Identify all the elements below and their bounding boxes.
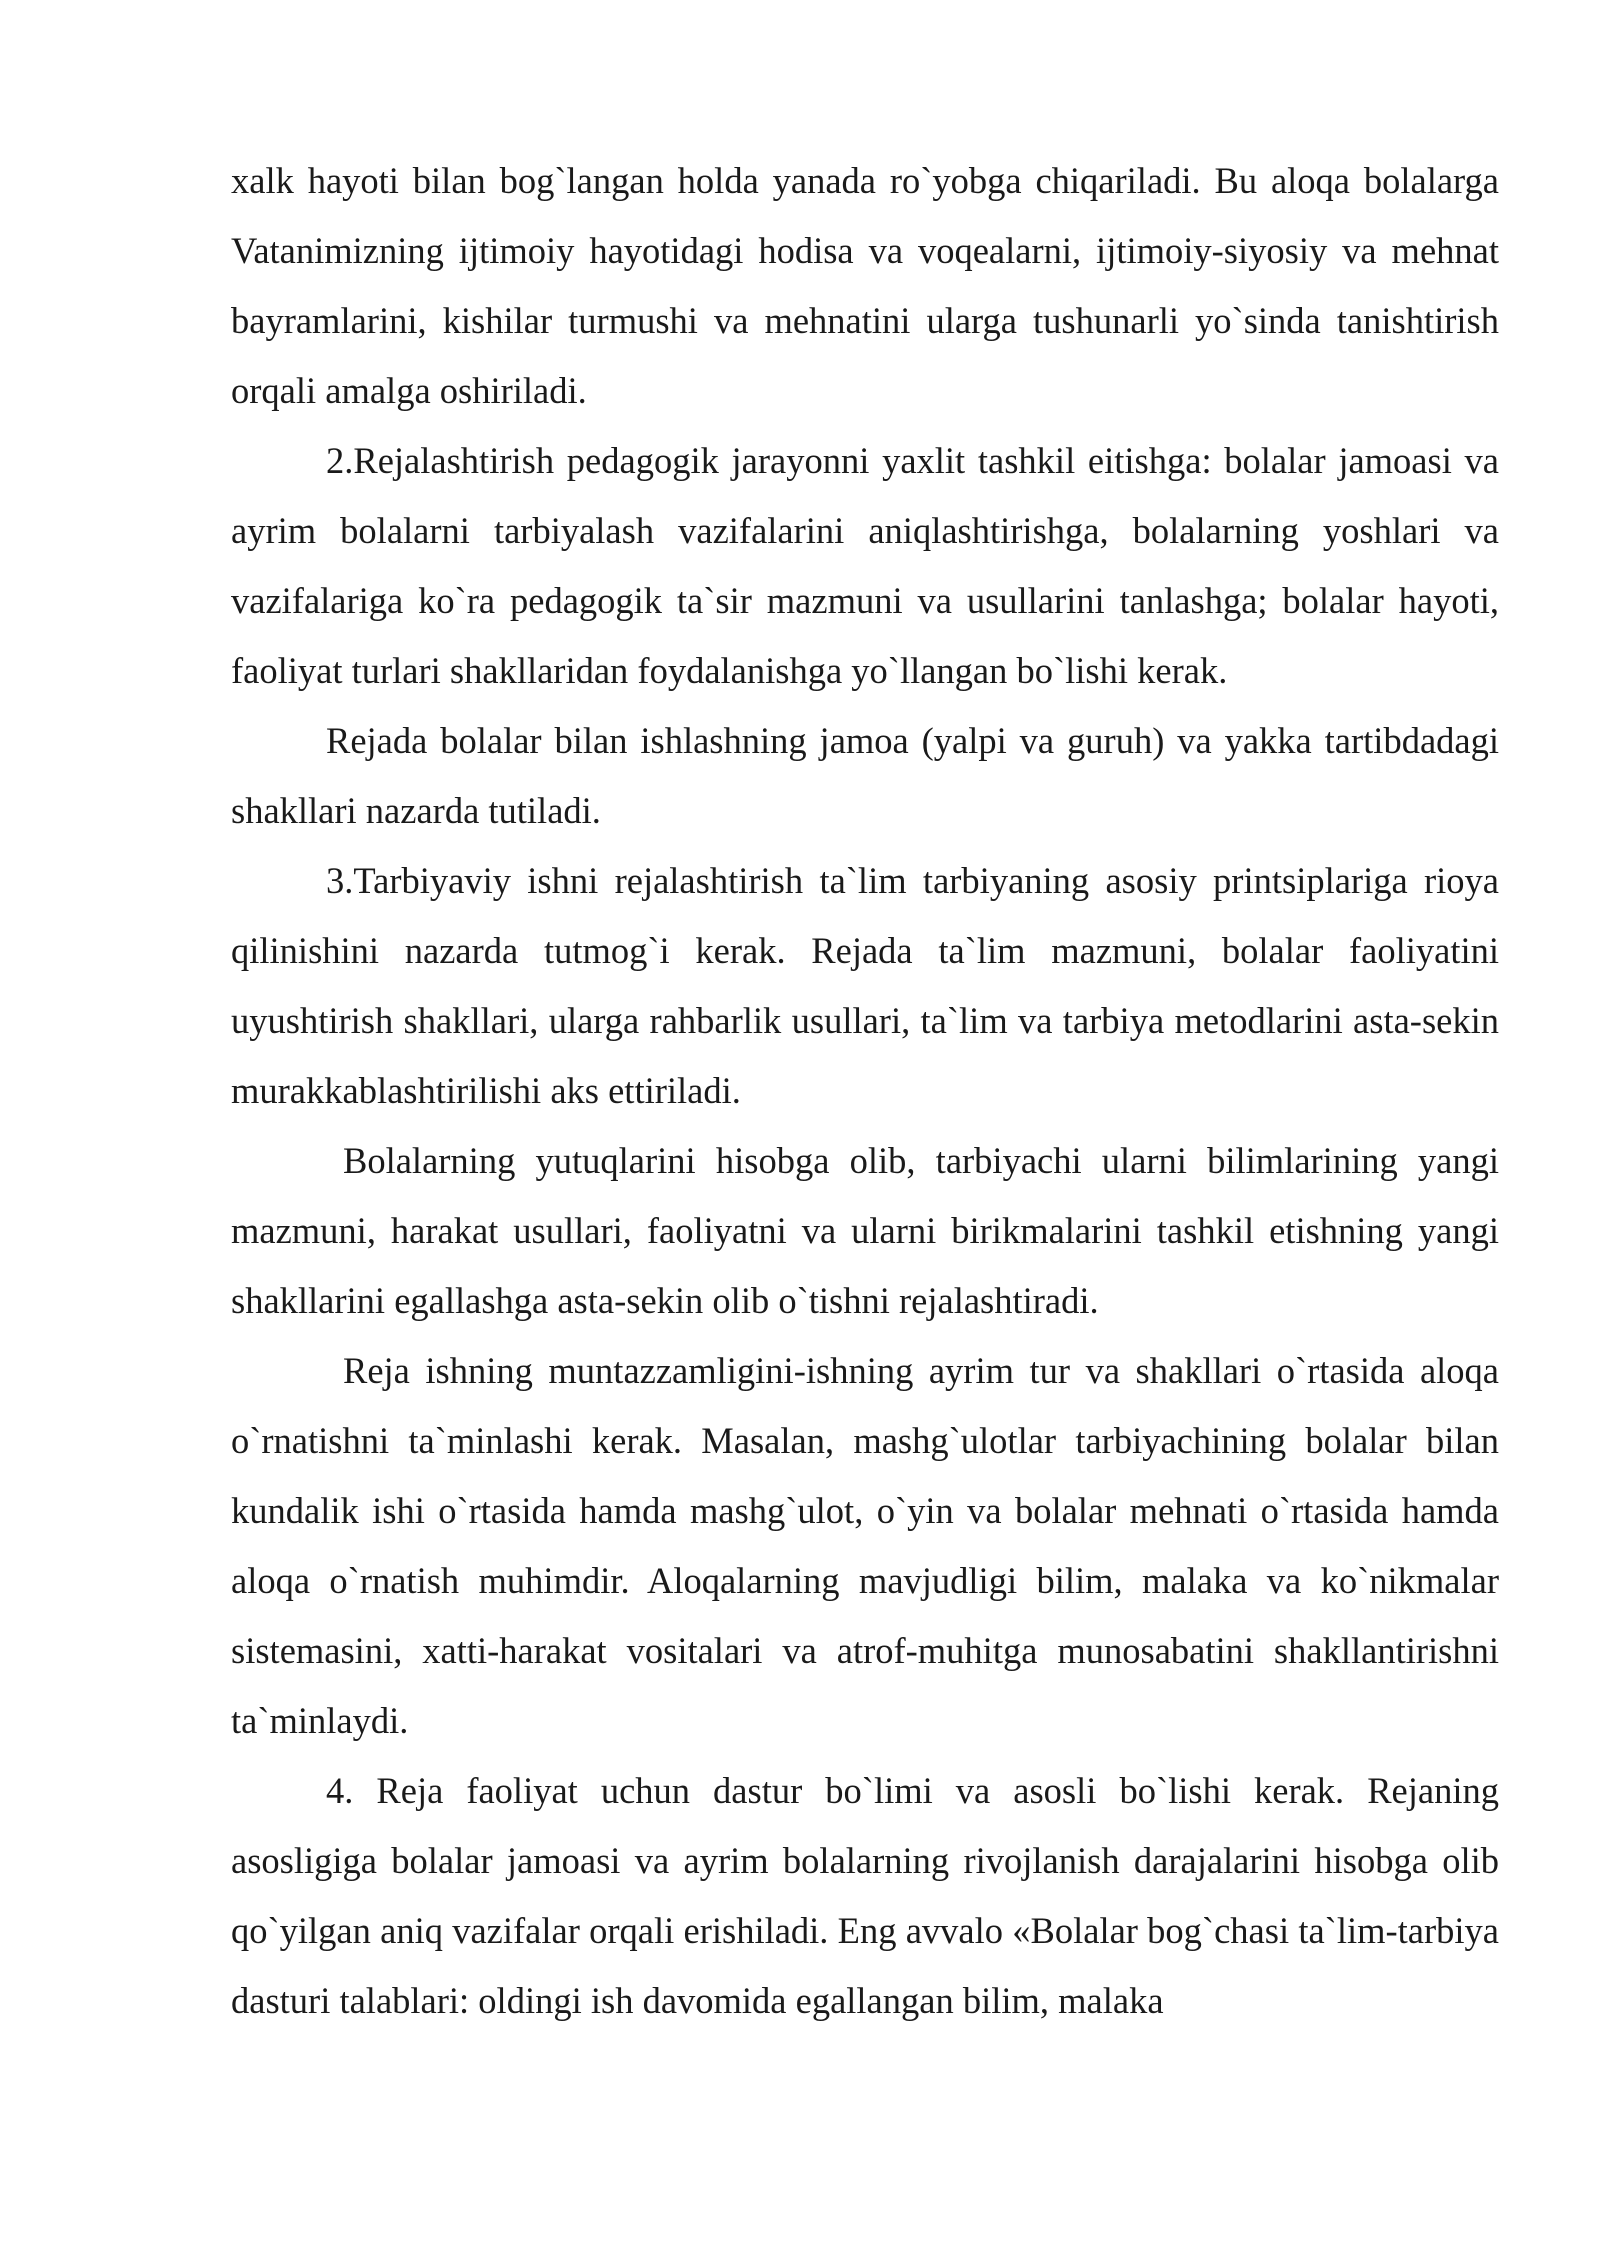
- paragraph-7: 4. Reja faoliyat uchun dastur bo`limi va asosli bo`lishi kerak. Rejaning asosligiga bolalar jamoasi va ayrim bolalarning rivojlanish darajalarini hisobga olib qo`yilgan aniq vazifalar orqali erishiladi. Eng avvalo «Bolalar bog`chasi ta`lim-tarbiya dasturi talablari: oldingi ish davomida egallangan bilim, malaka: [231, 1770, 1499, 2021]
- paragraph-1: xalk hayoti bilan bog`langan holda yanada ro`yobga chiqariladi. Bu aloqa bolalarga Vatanimizning ijtimoiy hayotidagi hodisa va voqealarni, ijtimoiy-siyosiy va mehnat bayramlarini, kishilar turmushi va mehnatini ularga tushunarli yo`sinda tanishtirish orqali amalga oshiriladi.: [231, 160, 1499, 411]
- paragraph-5: Bolalarning yutuqlarini hisobga olib, tarbiyachi ularni bilimlarining yangi mazmuni, harakat usullari, faoliyatni va ularni birikmalarini tashkil etishning yangi shakllarini egallashga asta-sekin olib o`tishni rejalashtiradi.: [231, 1140, 1499, 1321]
- paragraph-3: Rejada bolalar bilan ishlashning jamoa (yalpi va guruh) va yakka tartibdadagi shakllari nazarda tutiladi.: [231, 720, 1499, 831]
- body-text: [231, 146, 1499, 2036]
- paragraph-2: 2.Rejalashtirish pedagogik jarayonni yaxlit tashkil eitishga: bolalar jamoasi va ayrim bolalarni tarbiyalash vazifalarini aniqlashtirishga, bolalarning yoshlari va vazifalariga ko`ra pedagogik ta`sir mazmuni va usullarini tanlashga; bolalar hayoti, faoliyat turlari shakllaridan foydalanishga yo`llangan bo`lishi kerak.: [231, 440, 1499, 691]
- paragraph-4: 3.Tarbiyaviy ishni rejalashtirish ta`lim tarbiyaning asosiy printsiplariga rioya qilinishini nazarda tutmog`i kerak. Rejada ta`lim mazmuni, bolalar faoliyatini uyushtirish shakllari, ularga rahbarlik usullari, ta`lim va tarbiya metodlarini asta-sekin murakkablashtirilishi aks ettiriladi.: [231, 860, 1499, 1111]
- paragraph-6: Reja ishning muntazzamligini-ishning ayrim tur va shakllari o`rtasida aloqa o`rnatishni ta`minlashi kerak. Masalan, mashg`ulotlar tarbiyachining bolalar bilan kundalik ishi o`rtasida hamda mashg`ulot, o`yin va bolalar mehnati o`rtasida hamda aloqa o`rnatish muhimdir. Aloqalarning mavjudligi bilim, malaka va ko`nikmalar sistemasini, xatti-harakat vositalari va atrof-muhitga munosabatini shakllantirishni ta`minlaydi.: [231, 1350, 1499, 1741]
